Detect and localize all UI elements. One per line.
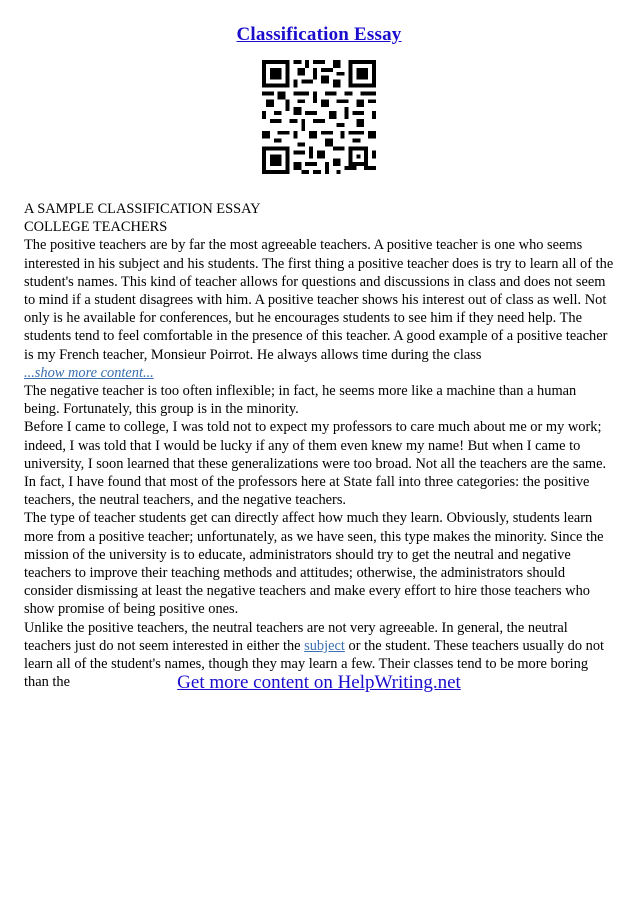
paragraph-5-after: or the student. These teachers usually do not learn all of the student's names, though they may learn a few. Their classes tend to be more boring than the [24, 637, 605, 691]
show-more-link[interactable]: ...show more content... [24, 364, 154, 381]
subject-link[interactable]: subject [304, 637, 345, 654]
essay-body [24, 200, 614, 691]
paragraph-3: Before I came to college, I was told not to expect my professors to care much about me or my work; indeed, I was told that I would be lucky if any of them even knew my name! But when I came to university, I soon learned that these generalizations were too broad. Not all the teachers are the same. In fact, I have found that most of the professors here at State fall into three categories: the positive teachers, the neutral teachers, and the negative teachers. [24, 419, 607, 509]
get-more-content-link[interactable]: Get more content on HelpWriting.net [177, 672, 461, 693]
paragraph-4: The type of teacher students get can directly affect how much they learn. Obviously, students learn more from a positive teacher; unfortunately, as we have seen, this type makes the minority. Since the mission of the university is to educate, administrators should try to get the neutral and negative teachers to improve their teaching methods and attitudes; otherwise, the administrators should consider dismissing at least the negative teachers and make every effort to hire those teachers who show promise of being positive ones. [24, 510, 604, 618]
paragraph-1: The positive teachers are by far the most agreeable teachers. A positive teacher is one who seems interested in his subject and his students. The first thing a positive teacher does is try to learn all of the student's names. This kind of teacher allows for questions and discussions in class and does not seem to mind if a student disagrees with him. A positive teacher shows his interest out of class as well. Not only is he available for conferences, but he encourages students to see him if they need help. The students tend to feel comfortable in the presence of this teacher. A good example of a positive teacher is my French teacher, Monsieur Poirrot. He always allows time during the class [24, 237, 614, 363]
paragraph-5-before: Unlike the positive teachers, the neutral teachers are not very agreeable. In general, the neutral teachers just do not seem interested in either the [24, 619, 568, 654]
paragraph-2: The negative teacher is too often inflexible; in fact, he seems more like a machine than a human being. Fortunately, this group is in the minority. [24, 383, 577, 418]
essay-subheading: COLLEGE TEACHERS [24, 219, 168, 236]
essay-heading: A SAMPLE CLASSIFICATION ESSAY [24, 201, 261, 217]
document-title[interactable]: Classification Essay [236, 24, 402, 45]
qr-code-icon [262, 60, 376, 174]
